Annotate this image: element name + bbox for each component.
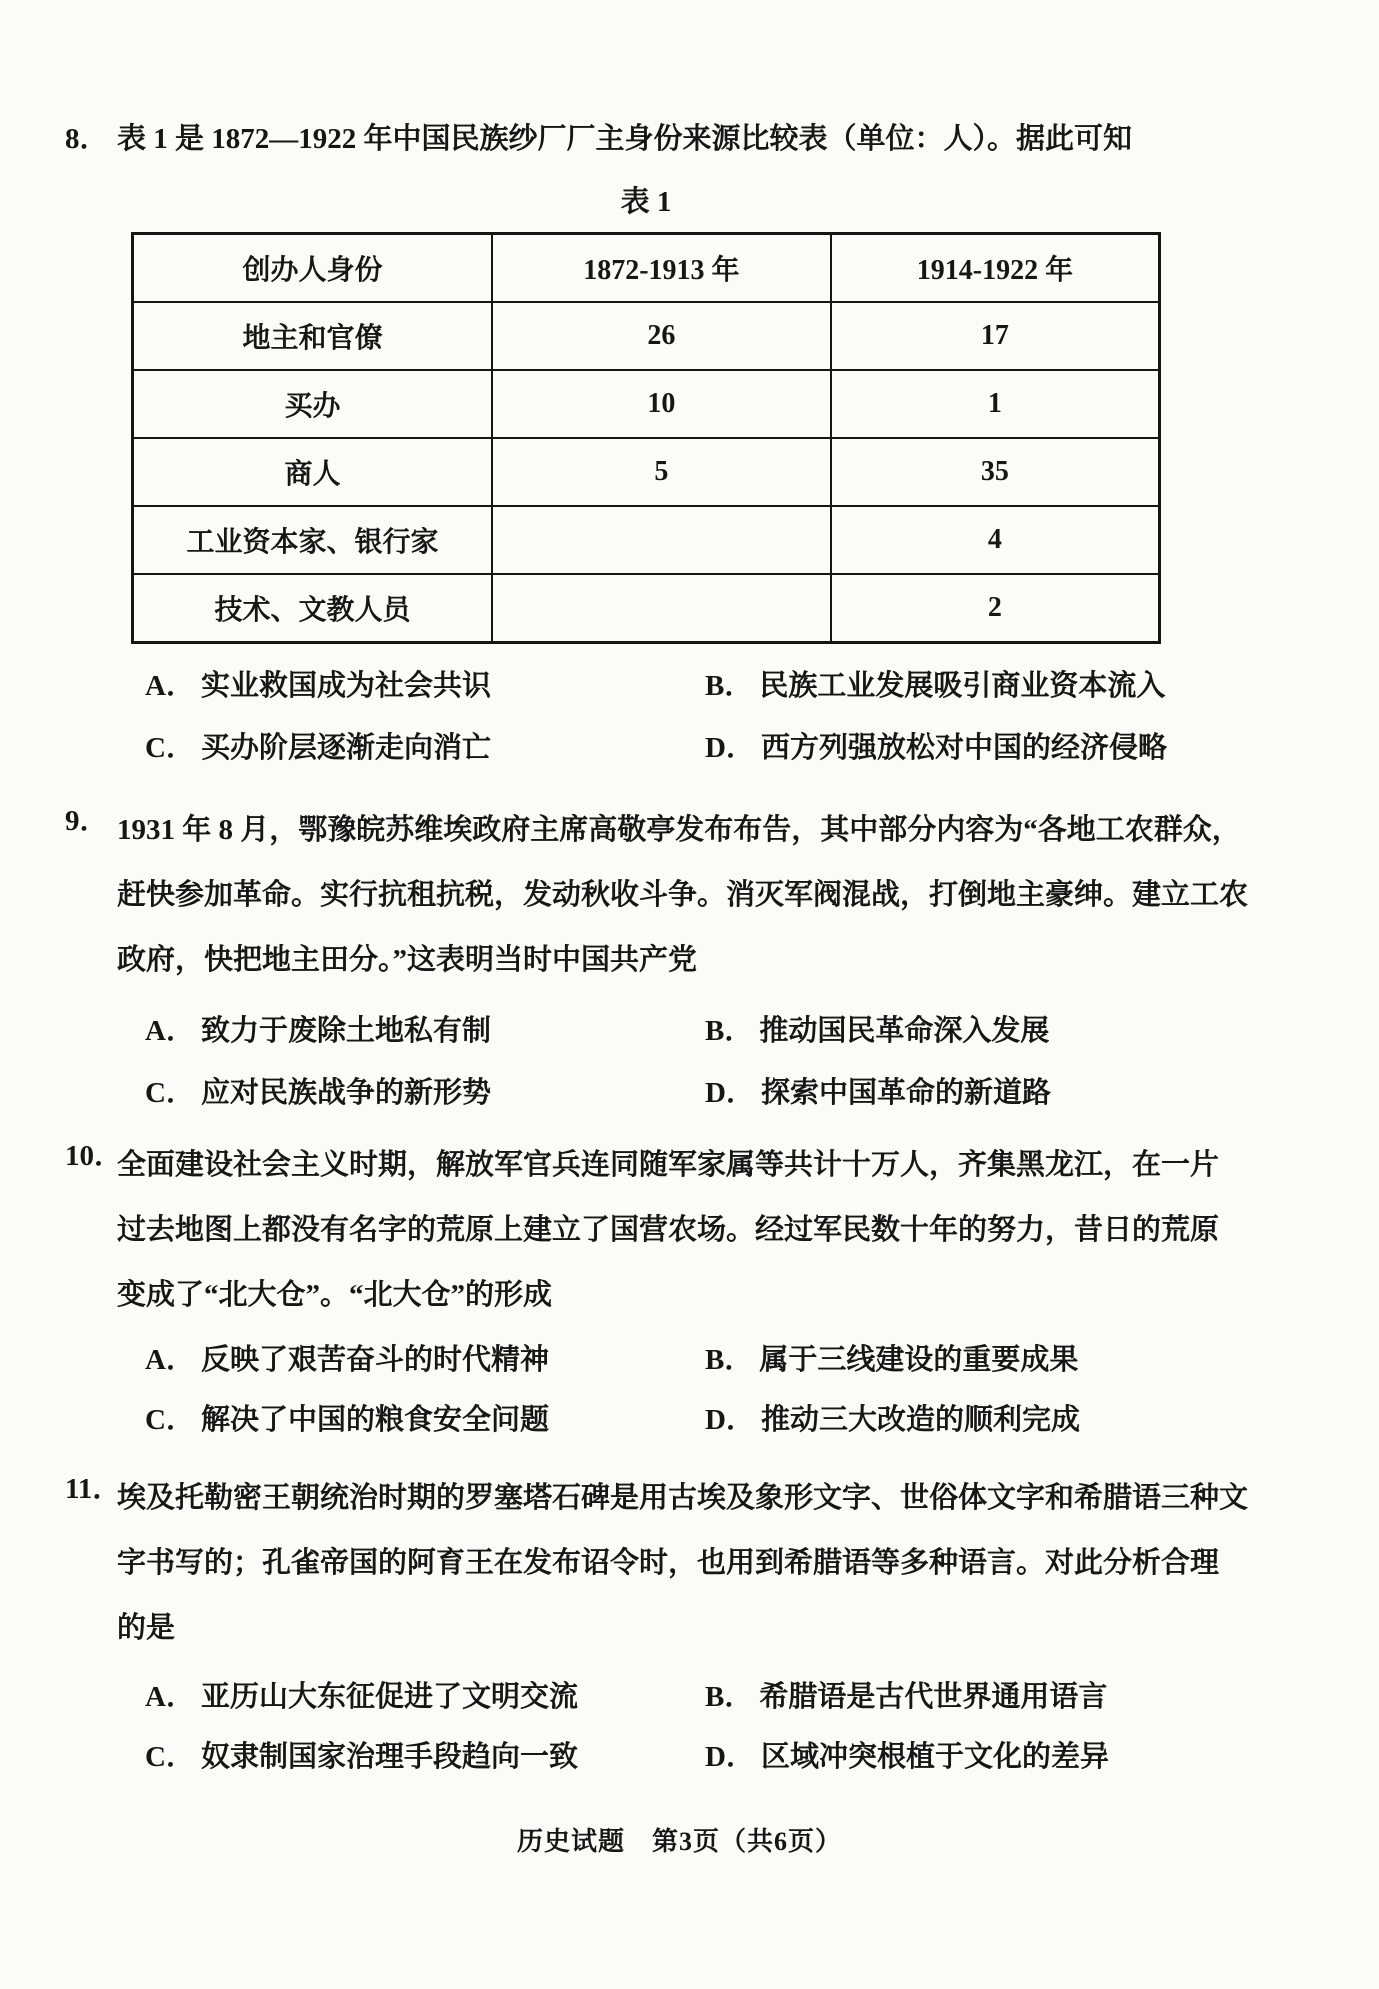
table-cell: 买办: [133, 370, 492, 438]
option-d: [705, 1737, 1294, 1777]
question-8-stem: 表 1 是 1872—1922 年中国民族纱厂厂主身份来源比较表（单位：人）。据此可知: [117, 123, 1133, 155]
option-c-text: 应对民族战争的新形势: [200, 1077, 491, 1109]
table-cell: 4: [831, 506, 1160, 574]
question-11-stem-line-1: 埃及托勒密王朝统治时期的罗塞塔石碑是用古埃及象形文字、世俗体文字和希腊语三种文: [117, 1482, 1249, 1514]
option-a: [145, 666, 705, 706]
option-a-text: 反映了艰苦奋斗的时代精神: [200, 1344, 549, 1376]
option-d-label: D．: [705, 1404, 755, 1436]
option-c-text: 买办阶层逐渐走向消亡: [200, 732, 491, 764]
option-b-text: 民族工业发展吸引商业资本流入: [759, 670, 1166, 702]
option-c-text: 解决了中国的粮食安全问题: [200, 1404, 549, 1436]
option-c: [145, 1400, 705, 1440]
question-10: [65, 1133, 1294, 1440]
table-cell: 商人: [133, 438, 492, 506]
option-c: [145, 1737, 705, 1777]
option-d: [705, 1400, 1294, 1440]
table-cell: 35: [831, 438, 1160, 506]
option-a: [145, 1677, 705, 1717]
table-1: [131, 232, 1161, 644]
option-d-text: 区域冲突根植于文化的差异: [760, 1741, 1109, 1773]
question-8: [65, 0, 1294, 768]
option-b-label: B．: [705, 670, 754, 702]
option-c-label: C．: [145, 1404, 195, 1436]
question-8-options: [145, 666, 1294, 768]
question-9-options: [145, 1011, 1294, 1113]
option-a-text: 亚历山大东征促进了文明交流: [200, 1681, 578, 1713]
question-11: [65, 1466, 1294, 1777]
table-cell: 26: [492, 302, 831, 370]
table-cell: 地主和官僚: [133, 302, 492, 370]
option-c: [145, 1073, 705, 1113]
option-d: [705, 1073, 1294, 1113]
option-c-label: C．: [145, 1741, 195, 1773]
option-d-label: D．: [705, 1077, 755, 1109]
option-b: [705, 666, 1294, 706]
option-row: [145, 666, 1294, 706]
option-a-text: 实业救国成为社会共识: [200, 670, 491, 702]
table-cell: 10: [492, 370, 831, 438]
option-a-label: A．: [145, 670, 195, 702]
option-a-label: A．: [145, 1681, 195, 1713]
table-cell: [492, 506, 831, 574]
table-cell: 2: [831, 574, 1160, 643]
table-row: [133, 438, 1160, 506]
option-row: [145, 728, 1294, 768]
option-d-label: D．: [705, 1741, 755, 1773]
option-d: [705, 728, 1294, 768]
option-c-text: 奴隶制国家治理手段趋向一致: [200, 1741, 578, 1773]
option-row: [145, 1400, 1294, 1440]
question-10-options: [145, 1340, 1294, 1440]
table-row-header: [133, 234, 1160, 303]
option-b-text: 属于三线建设的重要成果: [759, 1344, 1079, 1376]
question-9-stem-line-2: 赶快参加革命。实行抗租抗税，发动秋收斗争。消灭军阀混战，打倒地主豪绅。建立工农: [117, 879, 1249, 911]
table-1-caption: 表 1: [620, 186, 672, 218]
question-10-stem-line-2: 过去地图上都没有名字的荒原上建立了国营农场。经过军民数十年的努力，昔日的荒原: [117, 1214, 1220, 1246]
option-d-text: 推动三大改造的顺利完成: [760, 1404, 1080, 1436]
option-c-label: C．: [145, 1077, 195, 1109]
table-cell: 工业资本家、银行家: [133, 506, 492, 574]
option-b: [705, 1340, 1294, 1380]
question-10-stem-line-1: 全面建设社会主义时期，解放军官兵连同随军家属等共计十万人，齐集黑龙江，在一片: [117, 1149, 1220, 1181]
option-a-label: A．: [145, 1015, 195, 1047]
option-b-text: 推动国民革命深入发展: [759, 1015, 1050, 1047]
question-10-number: 10．: [65, 1140, 124, 1172]
option-b-text: 希腊语是古代世界通用语言: [759, 1681, 1108, 1713]
question-10-stem-line-3: 变成了“北大仓”。“北大仓”的形成: [117, 1279, 553, 1311]
question-11-stem-line-2: 字书写的；孔雀帝国的阿育王在发布诏令时，也用到希腊语等多种语言。对此分析合理: [117, 1547, 1220, 1579]
question-11-number: 11．: [65, 1473, 122, 1505]
table-cell: 1: [831, 370, 1160, 438]
table-header-identity: 创办人身份: [133, 234, 492, 303]
option-row: [145, 1737, 1294, 1777]
option-a-label: A．: [145, 1344, 195, 1376]
question-9-stem-line-3: 政府，快把地主田分。”这表明当时中国共产党: [117, 944, 698, 976]
option-b: [705, 1011, 1294, 1051]
question-9-number: 9．: [65, 805, 109, 837]
table-cell: [492, 574, 831, 643]
option-b-label: B．: [705, 1015, 754, 1047]
option-d-label: D．: [705, 732, 755, 764]
option-a: [145, 1340, 705, 1380]
option-b-label: B．: [705, 1681, 754, 1713]
option-row: [145, 1340, 1294, 1380]
table-row: [133, 302, 1160, 370]
option-d-text: 探索中国革命的新道路: [760, 1077, 1051, 1109]
table-row: [133, 574, 1160, 643]
option-b-label: B．: [705, 1344, 754, 1376]
question-11-stem-line-3: 的是: [117, 1612, 176, 1644]
question-11-options: [145, 1677, 1294, 1777]
option-b: [705, 1677, 1294, 1717]
table-row: [133, 506, 1160, 574]
table-header-period-1: 1872-1913 年: [492, 234, 831, 303]
page-footer: 历史试题 第3页（共6页）: [516, 1827, 842, 1856]
table-header-period-2: 1914-1922 年: [831, 234, 1160, 303]
option-row: [145, 1073, 1294, 1113]
option-c-label: C．: [145, 732, 195, 764]
question-9: [65, 798, 1294, 1113]
question-9-stem-line-1: 1931 年 8 月，鄂豫皖苏维埃政府主席高敬亭发布布告，其中部分内容为“各地工农群众，: [117, 814, 1241, 846]
option-row: [145, 1677, 1294, 1717]
table-cell: 5: [492, 438, 831, 506]
option-a-text: 致力于废除土地私有制: [200, 1015, 491, 1047]
table-cell: 17: [831, 302, 1160, 370]
question-8-number: 8．: [65, 123, 109, 155]
option-row: [145, 1011, 1294, 1051]
table-cell: 技术、文教人员: [133, 574, 492, 643]
table-row: [133, 370, 1160, 438]
option-d-text: 西方列强放松对中国的经济侵略: [760, 732, 1167, 764]
option-c: [145, 728, 705, 768]
option-a: [145, 1011, 705, 1051]
